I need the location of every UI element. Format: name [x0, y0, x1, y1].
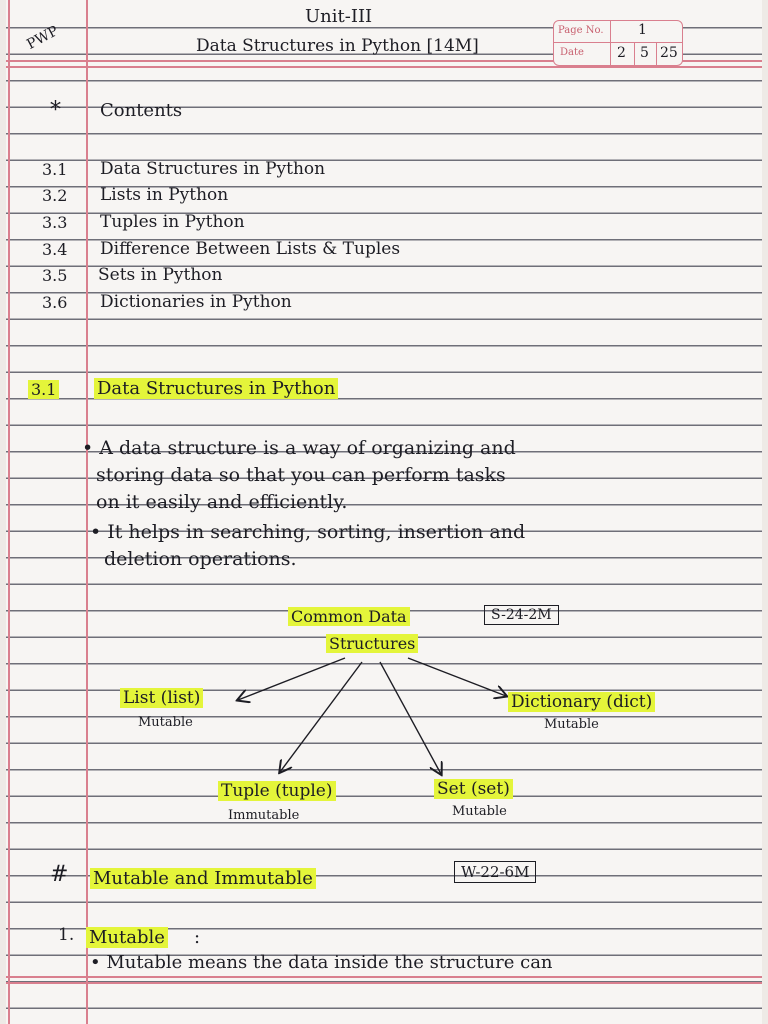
contents-item: Tuples in Python: [100, 212, 245, 232]
page-title: Data Structures in Python [14M]: [196, 36, 479, 56]
bullet-line: on it easily and efficiently.: [96, 491, 348, 513]
contents-num: 3.1: [42, 160, 68, 179]
diagram-root-line2: Structures: [326, 634, 418, 653]
bullet-line: deletion operations.: [104, 548, 297, 570]
page-number: 1: [638, 22, 647, 38]
bullet-line: storing data so that you can perform tasks: [96, 464, 506, 486]
contents-num: 3.6: [42, 293, 68, 312]
node-set: Set (set): [434, 779, 513, 799]
contents-item: Dictionaries in Python: [100, 292, 292, 312]
contents-num: 3.4: [42, 240, 68, 259]
sub-number: 1.: [58, 925, 75, 945]
contents-item: Data Structures in Python: [100, 159, 326, 179]
node-dict: Dictionary (dict): [508, 692, 655, 712]
contents-item: Sets in Python: [98, 265, 223, 285]
unit-label: Unit-III: [305, 6, 373, 27]
bullet-line: • A data structure is a way of organizing and: [82, 437, 516, 459]
exam-tag: S-24-2M: [484, 605, 559, 625]
contents-heading: Contents: [100, 100, 183, 121]
margin-note: PWP: [24, 23, 62, 53]
node-list-note: Mutable: [138, 715, 193, 730]
page-no-label: Page No.: [558, 25, 604, 36]
sub-heading: Mutable: [86, 927, 168, 948]
node-tuple-note: Immutable: [228, 808, 300, 823]
contents-num: 3.3: [42, 213, 68, 232]
arrow-to-dict: [408, 658, 506, 696]
node-dict-note: Mutable: [544, 717, 599, 732]
mutable-heading: Mutable and Immutable: [90, 868, 316, 889]
arrow-to-set: [380, 662, 441, 774]
contents-num: 3.2: [42, 186, 68, 205]
mutable-line: • Mutable means the data inside the structure can: [90, 952, 553, 973]
date-label: Date: [560, 47, 584, 58]
node-set-note: Mutable: [452, 804, 507, 819]
date-day: 2: [617, 45, 626, 61]
bullet-line: • It helps in searching, sorting, insertion and: [90, 521, 526, 543]
arrow-to-list: [238, 658, 345, 700]
contents-num: 3.5: [42, 266, 68, 285]
date-month: 5: [640, 45, 649, 61]
contents-item: Lists in Python: [100, 185, 229, 205]
sub-colon: :: [194, 927, 201, 948]
date-year: 25: [660, 45, 678, 61]
section-hash: #: [50, 862, 69, 887]
contents-bullet: *: [50, 98, 61, 123]
node-list: List (list): [120, 688, 203, 708]
node-tuple: Tuple (tuple): [218, 781, 336, 801]
section-number: 3.1: [28, 380, 59, 399]
contents-item: Difference Between Lists & Tuples: [100, 239, 401, 259]
section-heading: Data Structures in Python: [94, 378, 338, 399]
diagram-root-line1: Common Data: [288, 607, 410, 626]
exam-tag-2: W-22-6M: [454, 861, 536, 883]
